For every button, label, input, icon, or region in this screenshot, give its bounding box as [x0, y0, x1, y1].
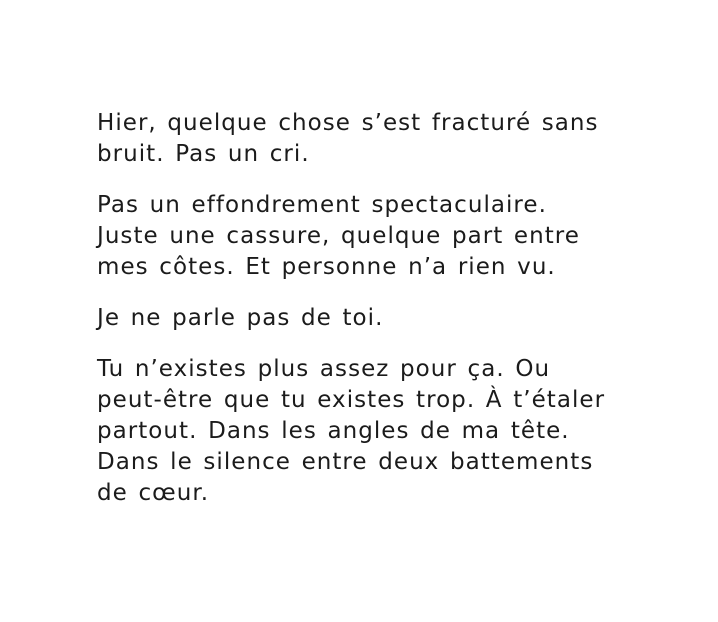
paragraph-1: Hier, quelque chose s’est fracturé sans bruit. Pas un cri. [97, 110, 599, 167]
paragraph-2: Pas un effondrement spectaculaire. Juste une cassure, quelque part entre mes côtes. Et personne n’a rien vu. [97, 192, 580, 280]
paragraph-3: Je ne parle pas de toi. [97, 305, 384, 331]
text-document [97, 108, 613, 509]
paragraph-4: Tu n’existes plus assez pour ça. Ou peut-être que tu existes trop. À t’étaler partout. Dans les angles de ma tête. Dans le silence entre deux battements de cœur. [97, 356, 606, 506]
